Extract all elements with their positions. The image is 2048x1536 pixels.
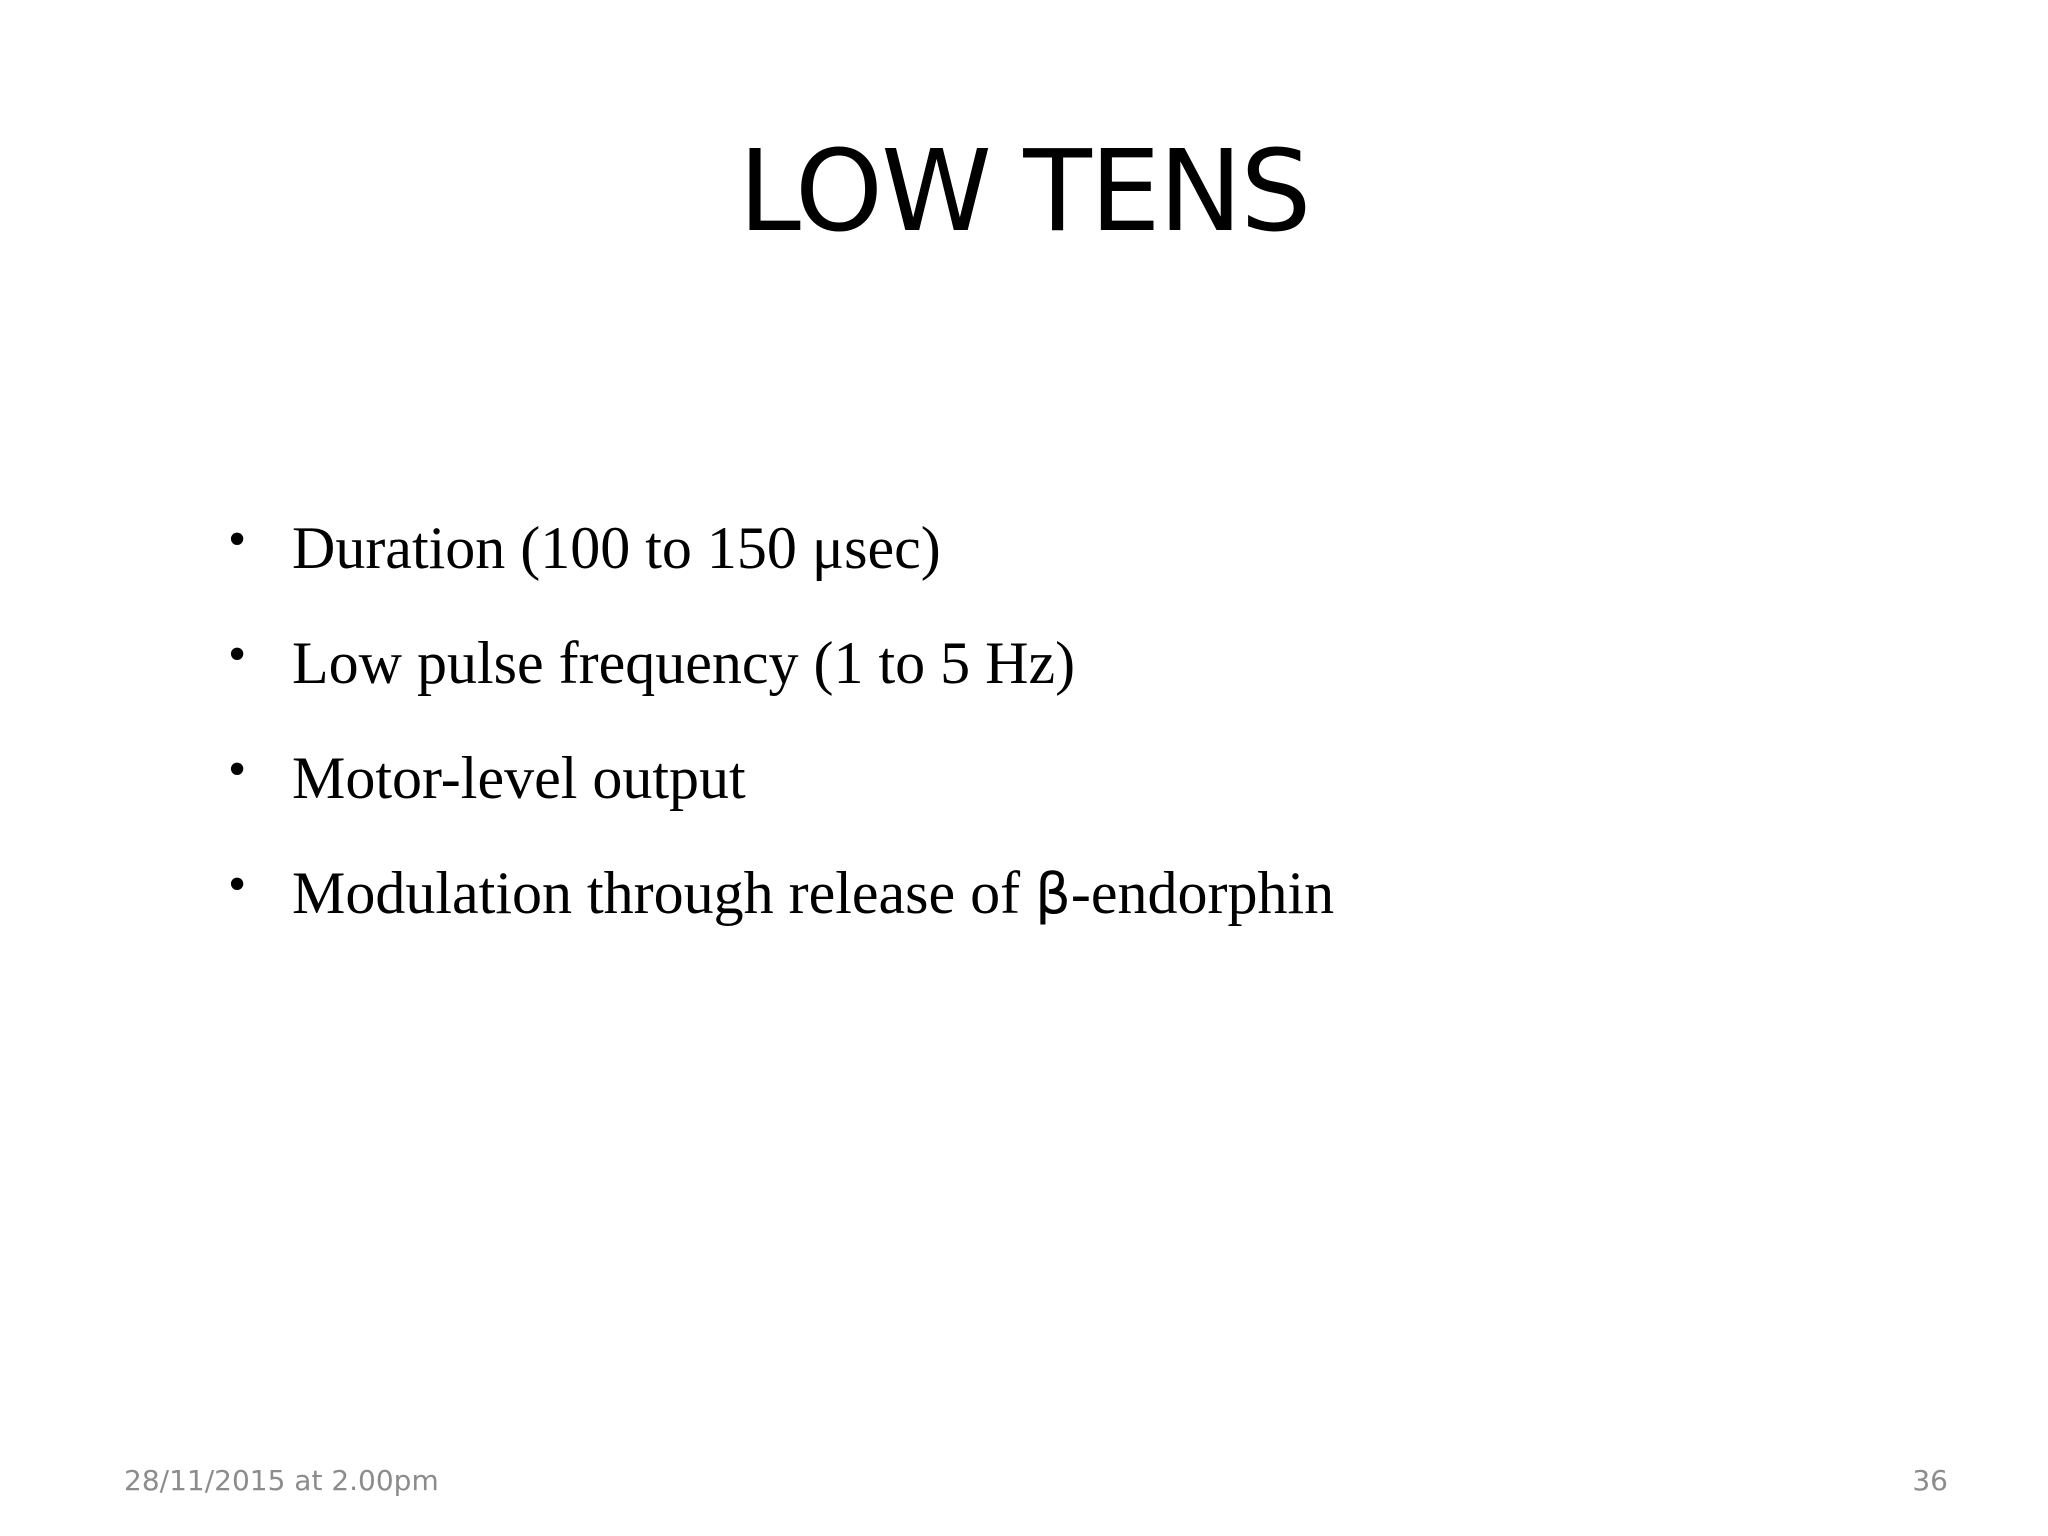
bullet-text xyxy=(292,859,1335,927)
bullet-item-frequency xyxy=(228,605,1334,720)
bullet-text: Duration (100 to 150 μsec) xyxy=(292,514,941,581)
bullet-text-before: Modulation through release of xyxy=(292,859,1036,926)
bullet-item-duration xyxy=(228,490,1334,605)
bullet-list xyxy=(228,490,1334,950)
bullet-text: Motor-level output xyxy=(292,744,746,811)
slide-title: LOW TENS xyxy=(738,127,1310,257)
beta-symbol: β xyxy=(1035,861,1071,927)
bullet-dot-icon: • xyxy=(228,740,247,798)
bullet-item-modulation xyxy=(228,835,1334,950)
bullet-item-motor-level xyxy=(228,720,1334,835)
bullet-dot-icon: • xyxy=(228,510,247,568)
footer-date: 28/11/2015 at 2.00pm xyxy=(124,1464,439,1497)
page-number: 36 xyxy=(1912,1464,1948,1497)
bullet-dot-icon: • xyxy=(228,855,247,913)
bullet-text-after: -endorphin xyxy=(1070,859,1335,926)
bullet-dot-icon: • xyxy=(228,625,247,683)
bullet-text: Low pulse frequency (1 to 5 Hz) xyxy=(292,629,1076,696)
